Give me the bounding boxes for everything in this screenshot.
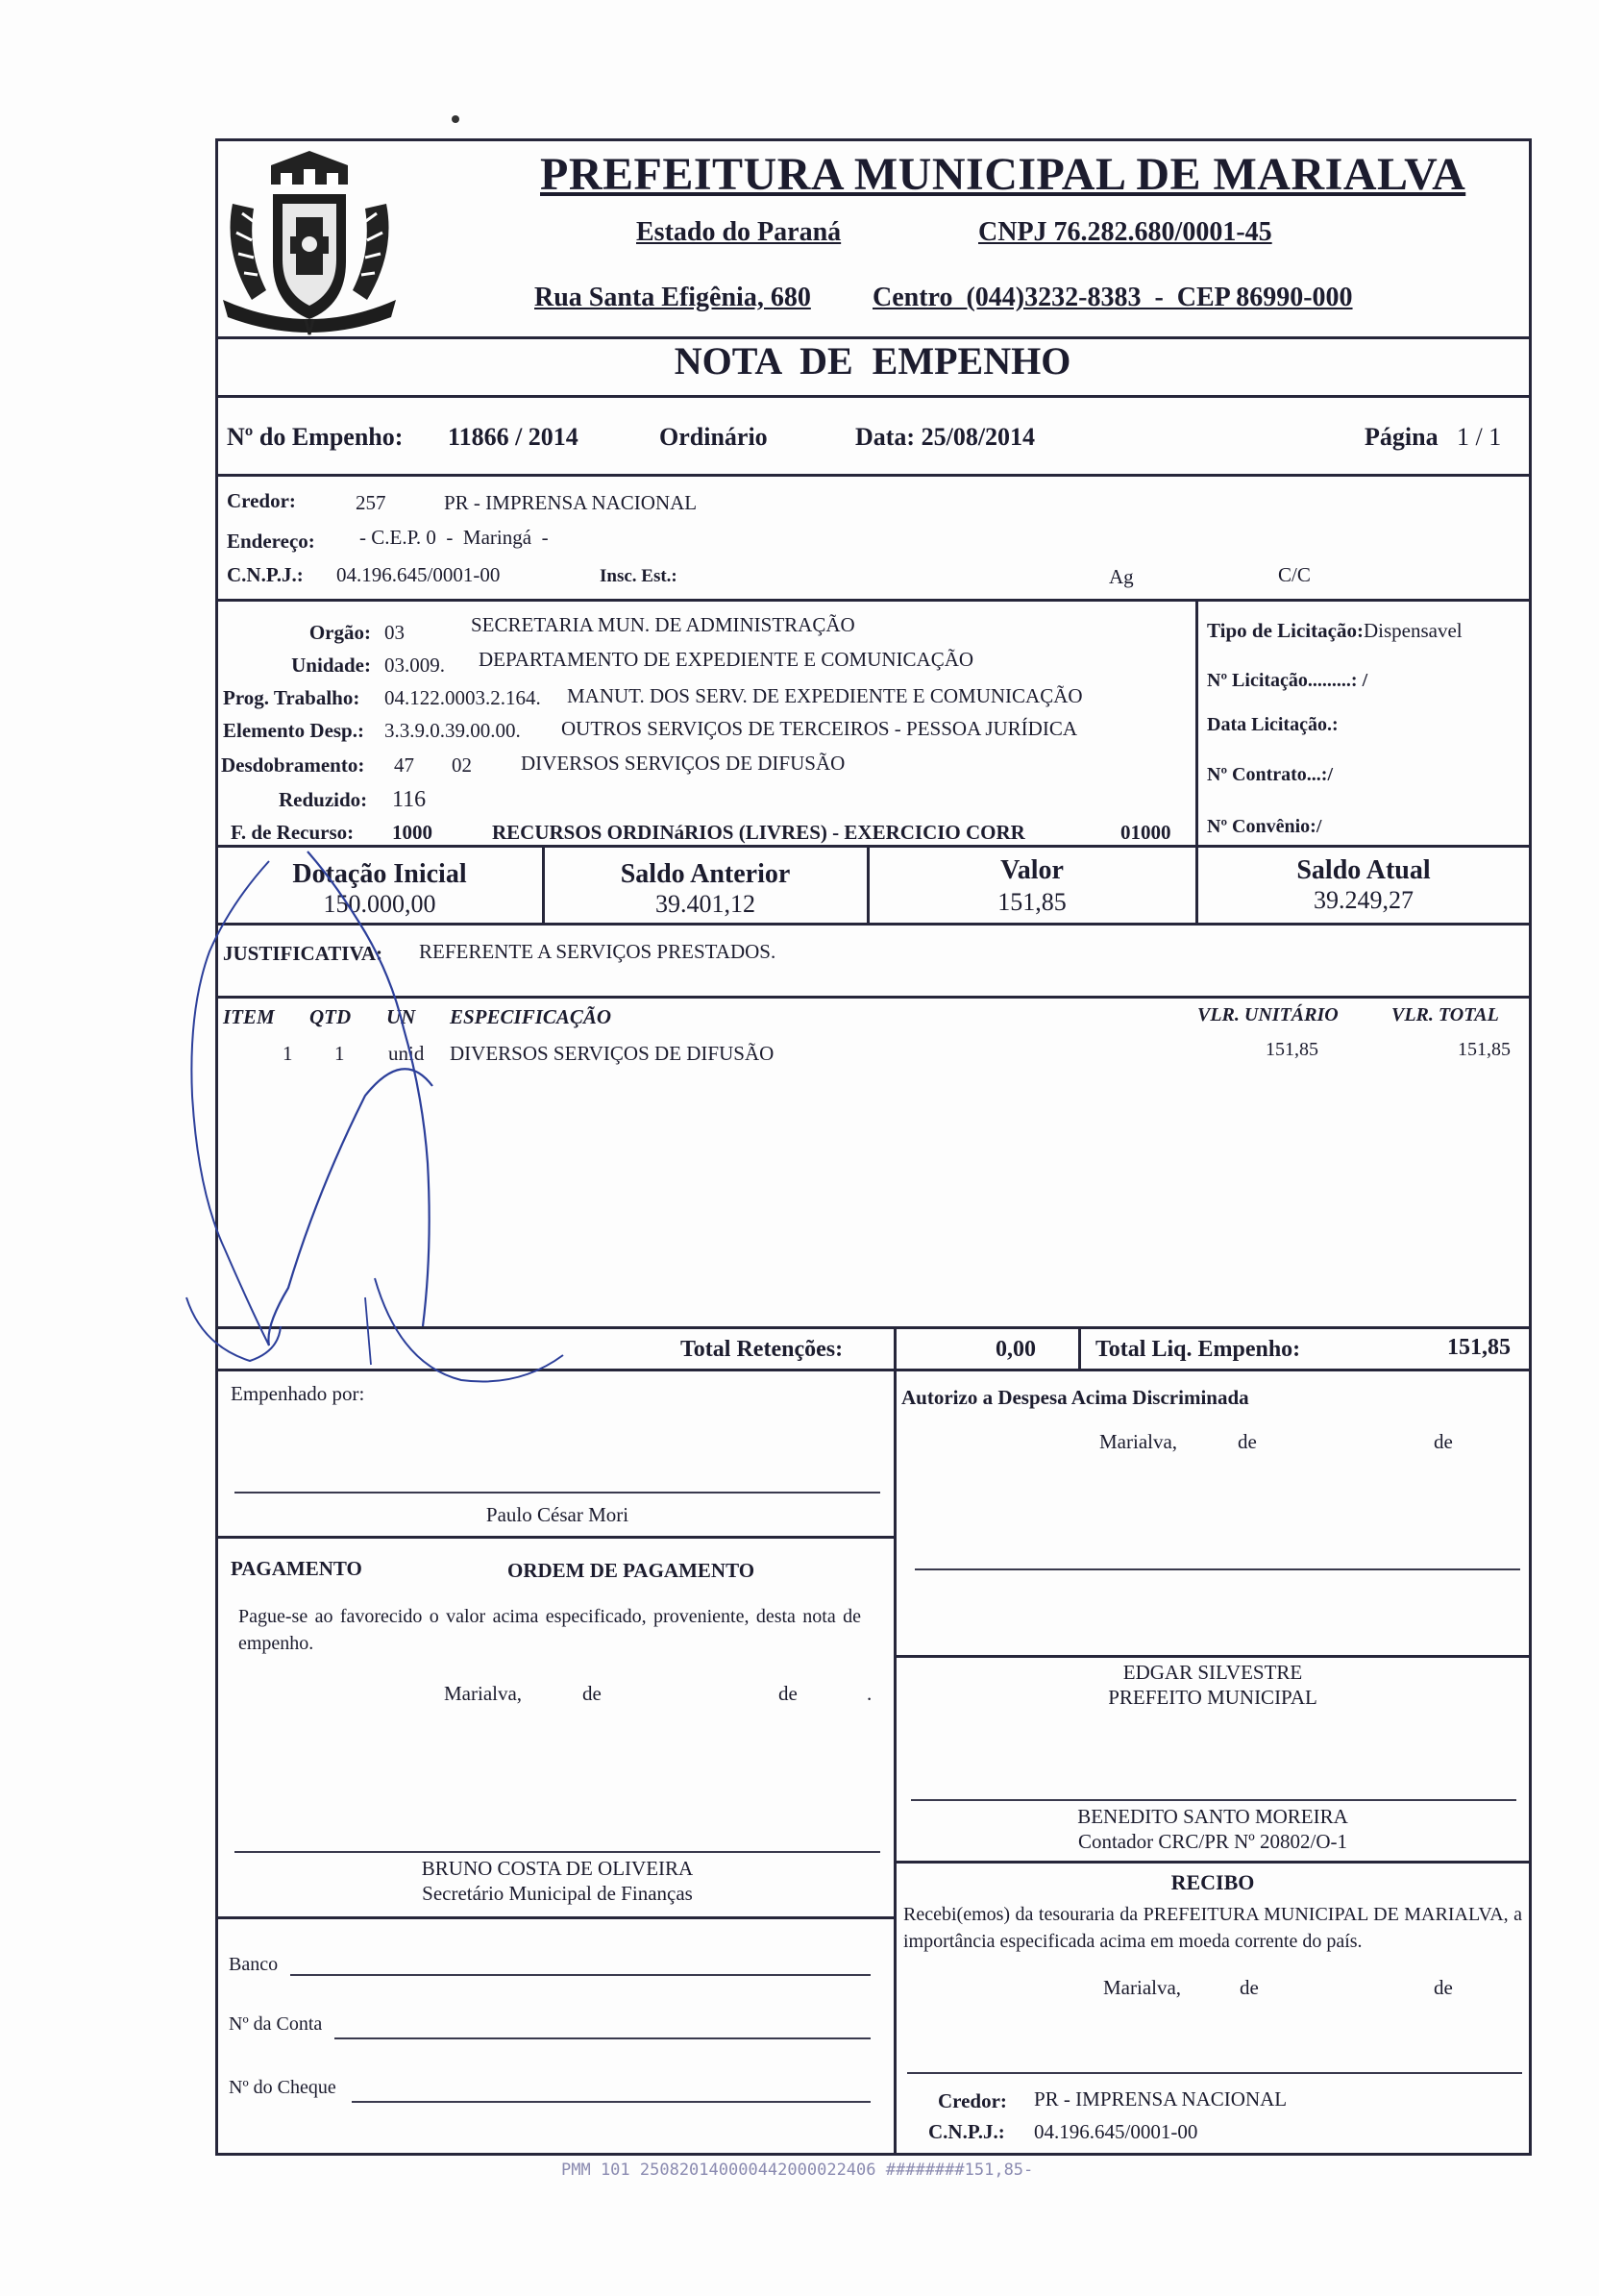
page-label: Página: [1365, 423, 1439, 451]
valor-label: Valor: [1000, 855, 1064, 885]
row-qtd: 1: [334, 1042, 345, 1065]
retencoes-label: Total Retenções:: [680, 1337, 844, 1362]
recibo-de2: de: [1434, 1976, 1453, 1999]
elemento-name: OUTROS SERVIÇOS DE TERCEIROS - PESSOA JURÍDICA: [561, 717, 1078, 740]
street-label: Rua Santa Efigênia, 680: [534, 283, 811, 312]
numero-licitacao: Nº Licitação.........: /: [1207, 670, 1368, 691]
address-value: - C.E.P. 0 - Maringá -: [359, 526, 549, 549]
coat-of-arms-logo: [213, 146, 406, 338]
prog-trabalho-code: 04.122.0003.2.164.: [384, 686, 541, 709]
liquido-label: Total Liq. Empenho:: [1095, 1337, 1301, 1362]
prefeito-name: EDGAR SILVESTRE: [1122, 1661, 1303, 1684]
credor-code: 257: [356, 491, 386, 514]
document-title: NOTA DE EMPENHO: [674, 339, 1071, 383]
autorizo-de2: de: [1434, 1430, 1453, 1453]
saldo-atual-label: Saldo Atual: [1296, 855, 1431, 885]
prefeitura-title: PREFEITURA MUNICIPAL DE MARIALVA: [540, 149, 1466, 200]
recibo-de1: de: [1240, 1976, 1259, 1999]
cnpj-field-label: C.N.P.J.:: [227, 563, 304, 586]
conta-label: Nº da Conta: [229, 2013, 323, 2035]
row-un: unid: [388, 1042, 425, 1065]
row-unit: 151,85: [1266, 1039, 1318, 1060]
empenho-number-label: Nº do Empenho:: [227, 423, 404, 451]
desdobramento-code2: 02: [452, 753, 472, 777]
elemento-code: 3.3.9.0.39.00.00.: [384, 719, 521, 742]
dotacao-label: Dotação Inicial: [292, 859, 467, 889]
credor-name: PR - IMPRENSA NACIONAL: [444, 491, 698, 514]
recurso-code2: 01000: [1120, 821, 1171, 844]
cheque-label: Nº do Cheque: [229, 2077, 336, 2098]
retencoes-value: 0,00: [996, 1337, 1036, 1362]
recibo-credor-label: Credor:: [938, 2089, 1007, 2112]
prog-trabalho-label: Prog. Trabalho:: [223, 686, 360, 709]
contador-role: Contador CRC/PR Nº 20802/O-1: [1077, 1830, 1348, 1853]
ordem-pagamento-label: ORDEM DE PAGAMENTO: [507, 1559, 755, 1582]
cnpj-field-value: 04.196.645/0001-00: [336, 563, 501, 586]
tipo-licitacao-value: Dispensavel: [1363, 619, 1463, 642]
desdobramento-code1: 47: [394, 753, 414, 777]
prefeito-role: PREFEITO MUNICIPAL: [1108, 1686, 1317, 1709]
col-total: VLR. TOTAL: [1391, 1004, 1499, 1025]
secretario-name: BRUNO COSTA DE OLIVEIRA: [421, 1857, 694, 1880]
recibo-cnpj: 04.196.645/0001-00: [1034, 2120, 1198, 2143]
saldo-anterior-value: 39.401,12: [655, 890, 755, 918]
unidade-code: 03.009.: [384, 654, 445, 677]
pagamento-dot: .: [867, 1682, 873, 1705]
pagamento-de2: de: [778, 1682, 798, 1705]
orgao-code: 03: [384, 621, 405, 644]
empenho-date: Data: 25/08/2014: [855, 423, 1036, 451]
cnpj-label: CNPJ 76.282.680/0001-45: [978, 217, 1272, 247]
desdobramento-label: Desdobramento:: [221, 753, 365, 777]
col-item: ITEM: [223, 1005, 275, 1028]
pagamento-label: PAGAMENTO: [231, 1557, 362, 1580]
saldo-anterior-label: Saldo Anterior: [620, 859, 791, 889]
address-label: Endereço:: [227, 530, 315, 553]
recurso-name: RECURSOS ORDINáRIOS (LIVRES) - EXERCICIO CORR: [492, 821, 1025, 844]
page-number: 1 / 1: [1457, 423, 1502, 451]
ag-label: Ag: [1109, 565, 1134, 588]
unidade-label: Unidade:: [291, 654, 371, 677]
insc-est-label: Insc. Est.:: [600, 566, 677, 586]
top-dots: [452, 115, 459, 123]
orgao-label: Orgão:: [308, 621, 371, 644]
recurso-label: F. de Recurso:: [231, 821, 355, 844]
autorizo-city: Marialva,: [1099, 1430, 1178, 1453]
footer-code: PMM 101 250820140000442000022406 ########151,85-: [561, 2160, 1034, 2180]
row-espec: DIVERSOS SERVIÇOS DE DIFUSÃO: [450, 1042, 775, 1065]
autorizo-label: Autorizo a Despesa Acima Discriminada: [901, 1386, 1249, 1409]
col-unit: VLR. UNITÁRIO: [1197, 1004, 1339, 1025]
col-espec: ESPECIFICAÇÃO: [450, 1005, 612, 1028]
empenho-number: 11866 / 2014: [448, 423, 578, 451]
secretario-role: Secretário Municipal de Finanças: [422, 1882, 693, 1905]
pagamento-de1: de: [582, 1682, 602, 1705]
reduzido-label: Reduzido:: [279, 788, 368, 811]
desdobramento-name: DIVERSOS SERVIÇOS DE DIFUSÃO: [521, 752, 846, 775]
prog-trabalho-name: MANUT. DOS SERV. DE EXPEDIENTE E COMUNICAÇÃO: [567, 684, 1083, 707]
empenhado-label: Empenhado por:: [231, 1382, 365, 1405]
row-total: 151,85: [1458, 1039, 1511, 1060]
cc-label: C/C: [1278, 563, 1311, 586]
empenho-type: Ordinário: [659, 423, 768, 451]
justificativa-label: JUSTIFICATIVA:: [223, 942, 383, 965]
orgao-name: SECRETARIA MUN. DE ADMINISTRAÇÃO: [471, 613, 855, 636]
elemento-label: Elemento Desp.:: [223, 719, 364, 742]
numero-convenio: Nº Convênio:/: [1207, 816, 1322, 837]
pagamento-city: Marialva,: [444, 1682, 523, 1705]
recibo-city: Marialva,: [1103, 1976, 1182, 1999]
state-label: Estado do Paraná: [636, 217, 842, 247]
row-item: 1: [283, 1042, 293, 1065]
empenhado-name: Paulo César Mori: [485, 1503, 629, 1526]
numero-contrato: Nº Contrato...:/: [1207, 764, 1334, 785]
saldo-atual-value: 39.249,27: [1314, 886, 1414, 914]
tipo-licitacao-label: Tipo de Licitação:: [1207, 619, 1364, 642]
justificativa-text: REFERENTE A SERVIÇOS PRESTADOS.: [419, 940, 776, 963]
recibo-credor: PR - IMPRENSA NACIONAL: [1034, 2087, 1288, 2111]
banco-label: Banco: [229, 1954, 279, 1975]
valor-value: 151,85: [997, 888, 1067, 916]
unidade-name: DEPARTAMENTO DE EXPEDIENTE E COMUNICAÇÃO: [479, 648, 974, 671]
pagamento-text: Pague-se ao favorecido o valor acima especificado, proveniente, desta nota de empenho.: [238, 1606, 861, 1654]
dotacao-value: 150.000,00: [323, 890, 436, 918]
reduzido-value: 116: [392, 787, 427, 812]
recibo-cnpj-label: C.N.P.J.:: [928, 2120, 1005, 2143]
col-qtd: QTD: [309, 1005, 352, 1028]
data-licitacao: Data Licitação.:: [1207, 714, 1339, 735]
tipo-licitacao: [1207, 621, 1463, 641]
autorizo-de1: de: [1238, 1430, 1257, 1453]
liquido-value: 151,85: [1447, 1335, 1511, 1360]
col-un: UN: [386, 1005, 416, 1028]
credor-label: Credor:: [227, 489, 296, 512]
district-phone-cep: Centro (044)3232-8383 - CEP 86990-000: [873, 283, 1353, 312]
contador-name: BENEDITO SANTO MOREIRA: [1077, 1805, 1348, 1828]
recurso-code: 1000: [392, 821, 432, 844]
recibo-label: RECIBO: [1170, 1870, 1255, 1894]
recibo-text: Recebi(emos) da tesouraria da PREFEITURA MUNICIPAL DE MARIALVA, a importância especificada acima em moeda corrente do país.: [903, 1904, 1522, 1952]
